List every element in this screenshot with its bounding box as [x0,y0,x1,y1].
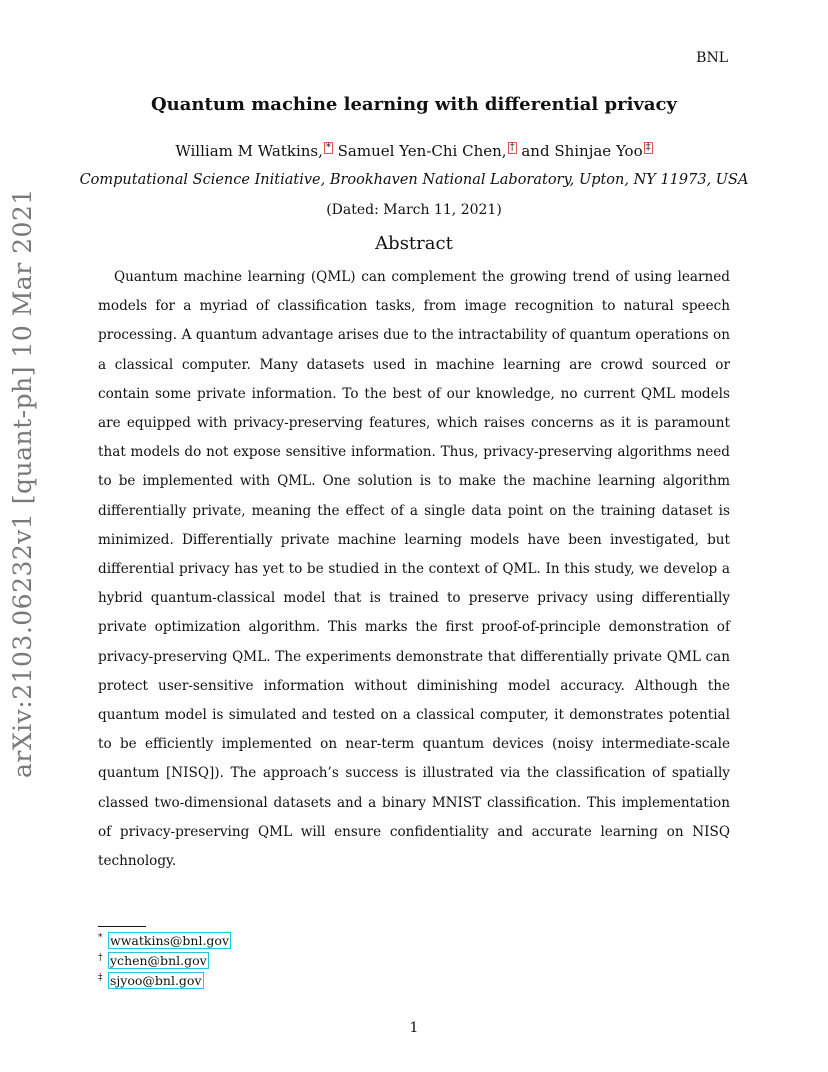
paper-title: Quantum machine learning with differential privacy [151,94,677,115]
abstract-heading: Abstract [375,233,453,254]
email-link[interactable]: sjyoo@bnl.gov [110,973,202,988]
affiliation: Computational Science Initiative, Brookhaven National Laboratory, Upton, NY 11973, USA [79,172,749,188]
author-name: William M Watkins, [175,142,323,160]
footnote-symbol: † [98,952,103,963]
email-link[interactable]: ychen@bnl.gov [110,953,207,968]
footnote [98,933,231,949]
email-link[interactable]: wwatkins@bnl.gov [110,933,230,948]
footnote-symbol: ‡ [98,972,103,983]
footnote-link[interactable]: ‡ [645,142,651,153]
arxiv-identifier: arXiv:2103.06232v1 [quant-ph] 10 Mar 2021 [8,188,37,778]
footnote-link[interactable]: * [325,142,331,153]
author-list [0,142,828,160]
header-tag: BNL [696,50,728,66]
author-name: and Shinjae Yoo [521,142,643,160]
page-number: 1 [409,1020,419,1036]
footnote-divider [98,926,146,927]
footnote-link[interactable]: † [509,142,515,153]
footnote [98,973,204,989]
abstract-text: Quantum machine learning (QML) can complement the growing trend of using learned models for a myriad of classification tasks, from image recognition to natural speech processing. A quantum advantage arises due to the intractability of quantum operations on a classical computer. Many datasets used in machine learning are crowd sourced or contain some private information. To the best of our knowledge, no current QML models are equipped with privacy-preserving features, which raises concerns as it is paramount that models do not expose sensitive information. Thus, privacy-preserving algorithms need to be implemented with QML. One solution is to make the machine learning algorithm differentially private, meaning the effect of a single data point on the training dataset is minimized. Differentially private machine learning models have been investigated, but differential privacy has yet to be studied in the context of QML. In this study, we develop a hybrid quantum-classical model that is trained to preserve privacy using differentially private optimization algorithm. This marks the first proof-of-principle demonstration of privacy-preserving QML. The experiments demonstrate that differentially private QML can protect user-sensitive information without diminishing model accuracy. Although the quantum model is simulated and tested on a classical computer, it demonstrates potential to be efficiently implemented on near-term quantum devices (noisy intermediate-scale quantum [NISQ]). The approach’s success is illustrated via the classification of spatially classed two-dimensional datasets and a binary MNIST classification. This implementation of privacy-preserving QML will ensure confidentiality and accurate learning on NISQ technology. [98,269,730,870]
author-name: Samuel Yen-Chi Chen, [337,142,507,160]
date-line: (Dated: March 11, 2021) [326,202,502,218]
footnote-symbol: * [98,932,103,943]
footnote [98,953,209,969]
